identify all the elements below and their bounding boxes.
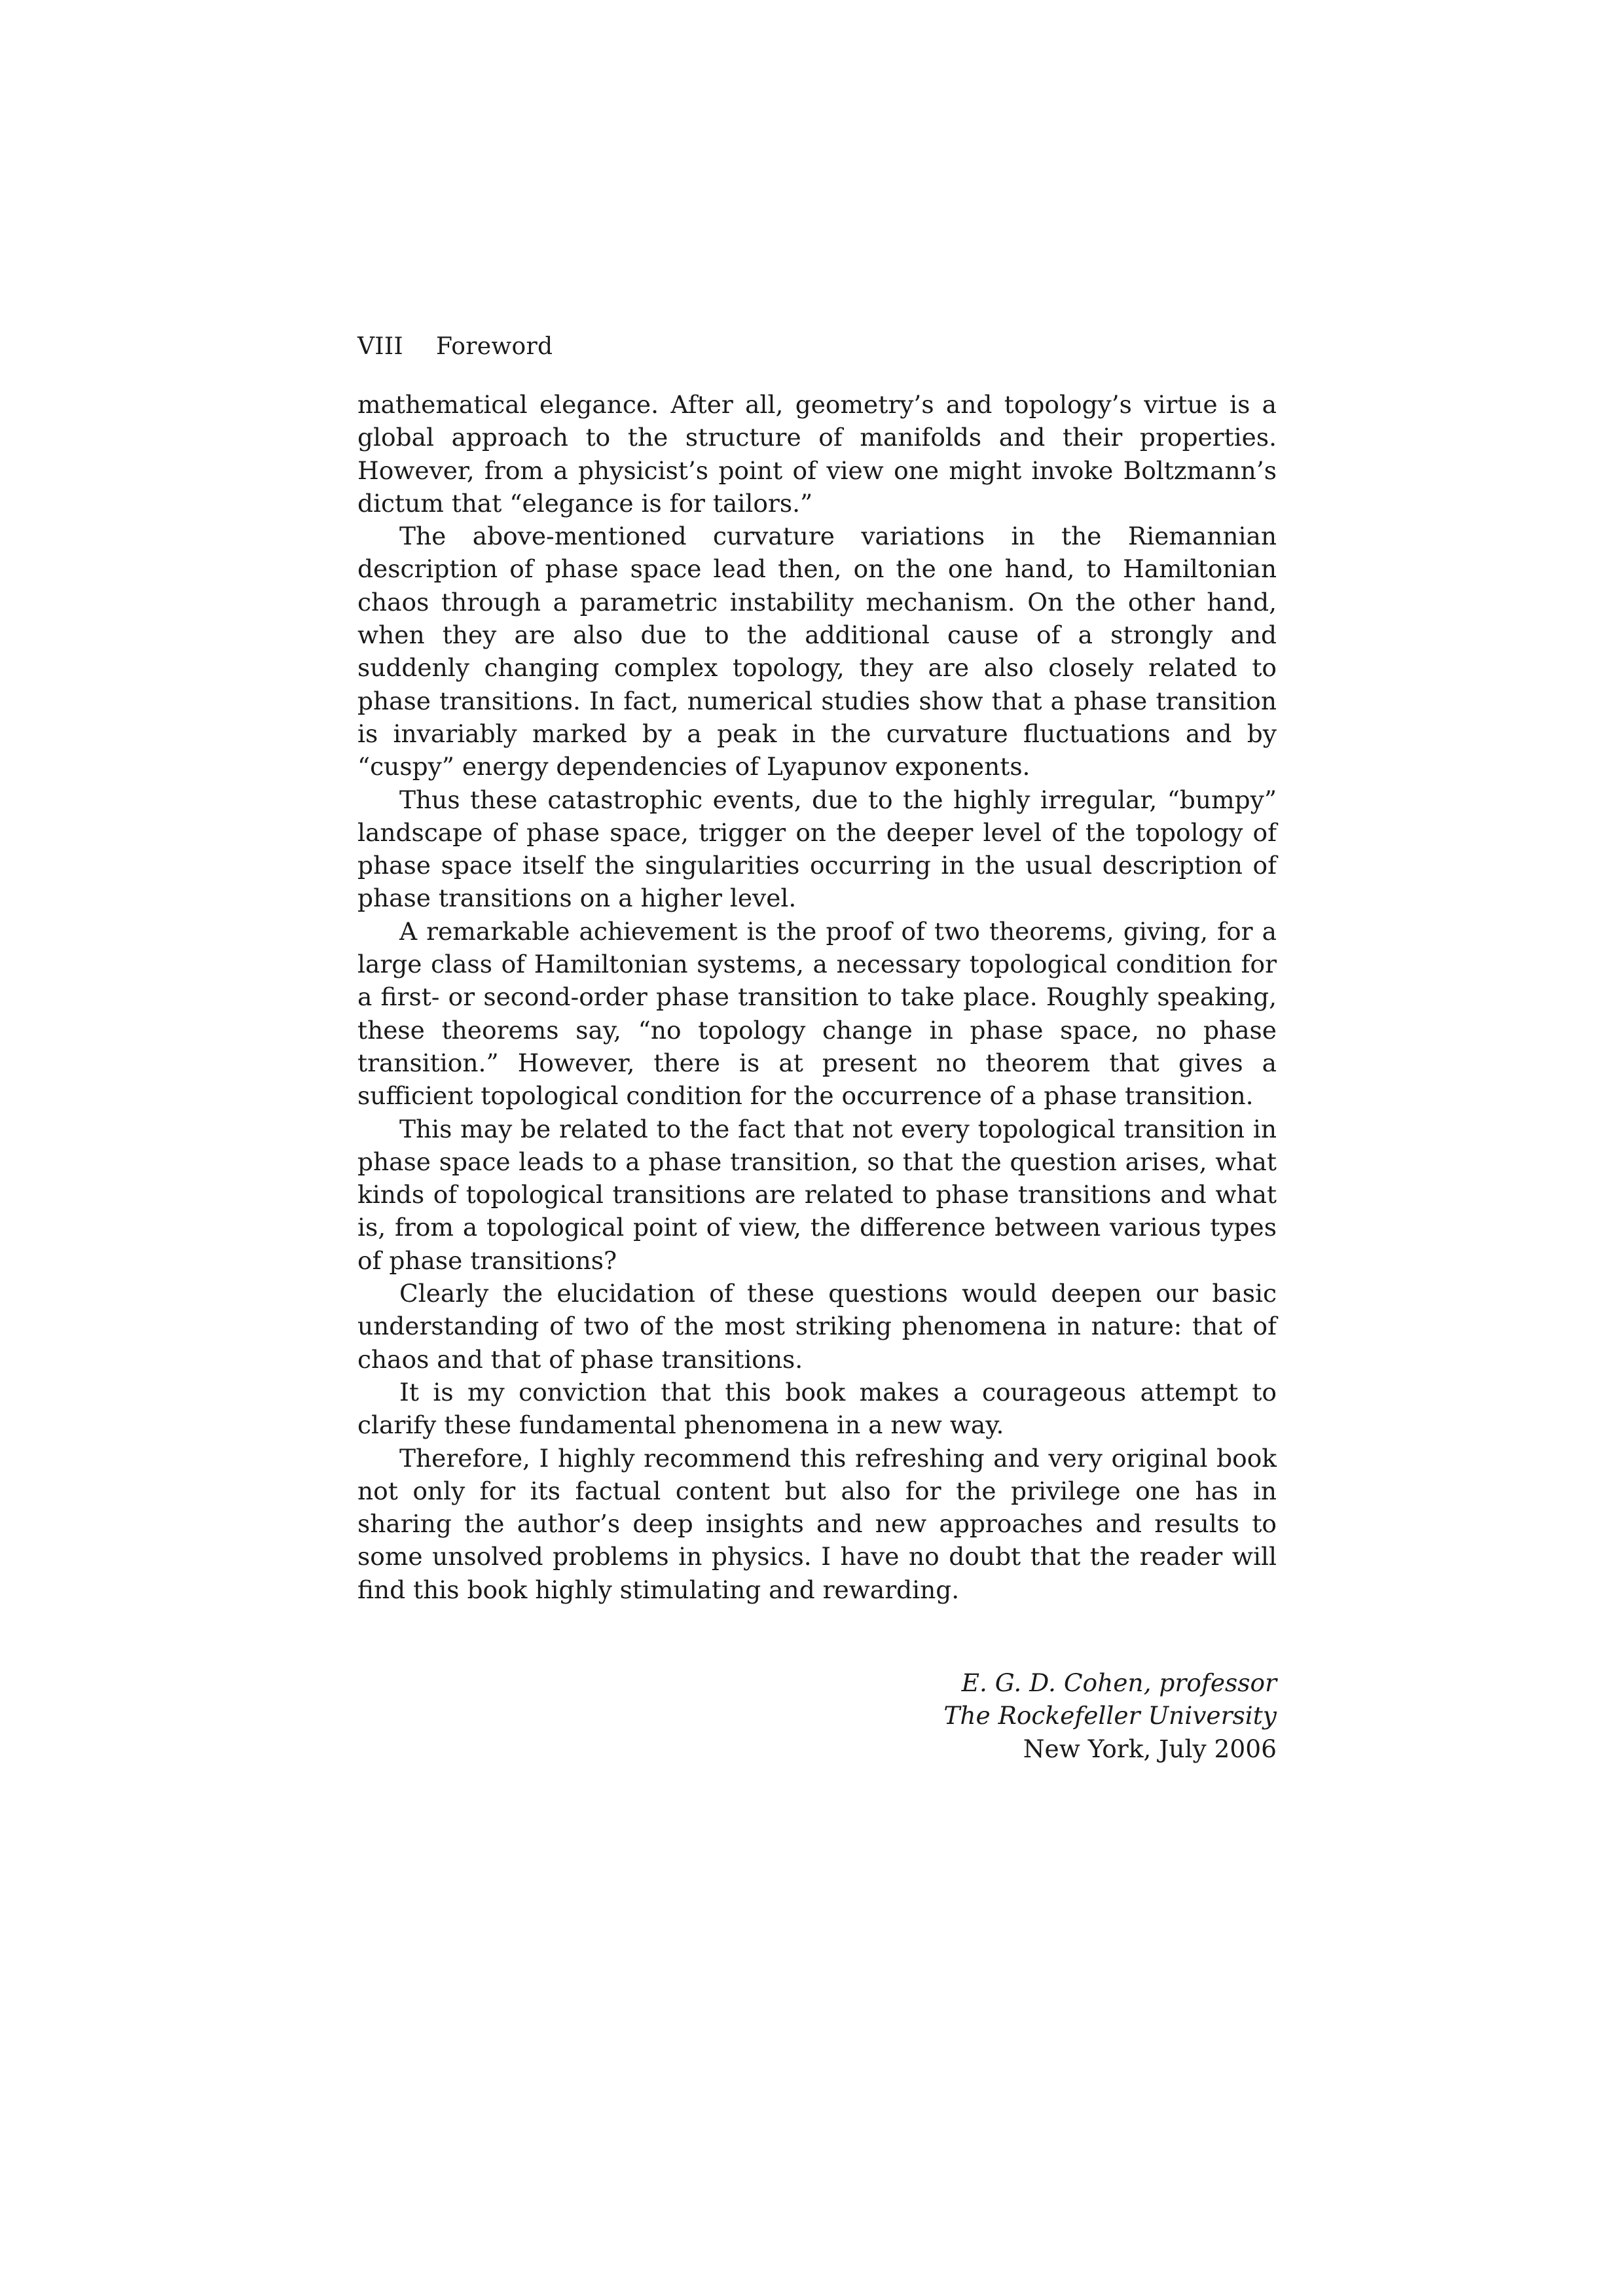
paragraph: Therefore, I highly recommend this refreshing and very original book not only for its factual content but also for the privilege one has in sharing the author’s deep insights and new approaches and results to some unsolved problems in physics. I have no doubt that the reader will find this book highly stimulating and rewarding.: [357, 1443, 1277, 1604]
paragraph: It is my conviction that this book makes a courageous attempt to clarify these fundamental phenomena in a new way.: [357, 1377, 1277, 1440]
paragraph: Clearly the elucidation of these questions would deepen our basic understanding of two of the most striking phenomena in nature: that of chaos and that of phase transitions.: [357, 1279, 1277, 1374]
paragraph-continuation: mathematical elegance. After all, geometry’s and topology’s virtue is a global approach to the structure of manifolds and their properties. However, from a physicist’s point of view one might invoke Boltzmann’s dictum that “elegance is for tailors.”: [357, 390, 1277, 518]
body-text: [357, 388, 1277, 1606]
signature-institution: The Rockefeller University: [943, 1701, 1277, 1731]
running-head: [357, 331, 1274, 363]
paragraph: This may be related to the fact that not every topological transition in phase space leads to a phase transition, so that the question arises, what kinds of topological transitions are related to phase transitions and what is, from a topological point of view, the difference between various types of phase transitions?: [357, 1114, 1277, 1275]
paragraph: Thus these catastrophic events, due to the highly irregular, “bumpy” landscape of phase space, trigger on the deeper level of the topology of phase space itself the singularities occurring in the usual description of phase transitions on a higher level.: [357, 785, 1277, 913]
signature-block: [786, 1666, 1277, 1765]
signature-name: E. G. D. Cohen, professor: [961, 1668, 1277, 1697]
page-number: VIII: [357, 333, 403, 360]
paragraph: A remarkable achievement is the proof of two theorems, giving, for a large class of Hamiltonian systems, a necessary topological condition for a first- or second-order phase transition to take place. Roughly speaking, these theorems say, “no topology change in phase space, no phase transition.” However, there is at present no theorem that gives a sufficient topological condition for the occurrence of a phase transition.: [357, 916, 1277, 1111]
signature-place-date: New York, July 2006: [1023, 1734, 1277, 1763]
paragraph: The above-mentioned curvature variations in the Riemannian description of phase space lead then, on the one hand, to Hamiltonian chaos through a parametric instability mechanism. On the other hand, when they are also due to the additional cause of a strongly and suddenly changing complex topology, they are also closely related to phase transitions. In fact, numerical studies show that a phase transition is invariably marked by a peak in the curvature fluctuations and by “cuspy” energy dependencies of Lyapunov exponents.: [357, 522, 1277, 781]
chapter-title: Foreword: [436, 333, 553, 360]
